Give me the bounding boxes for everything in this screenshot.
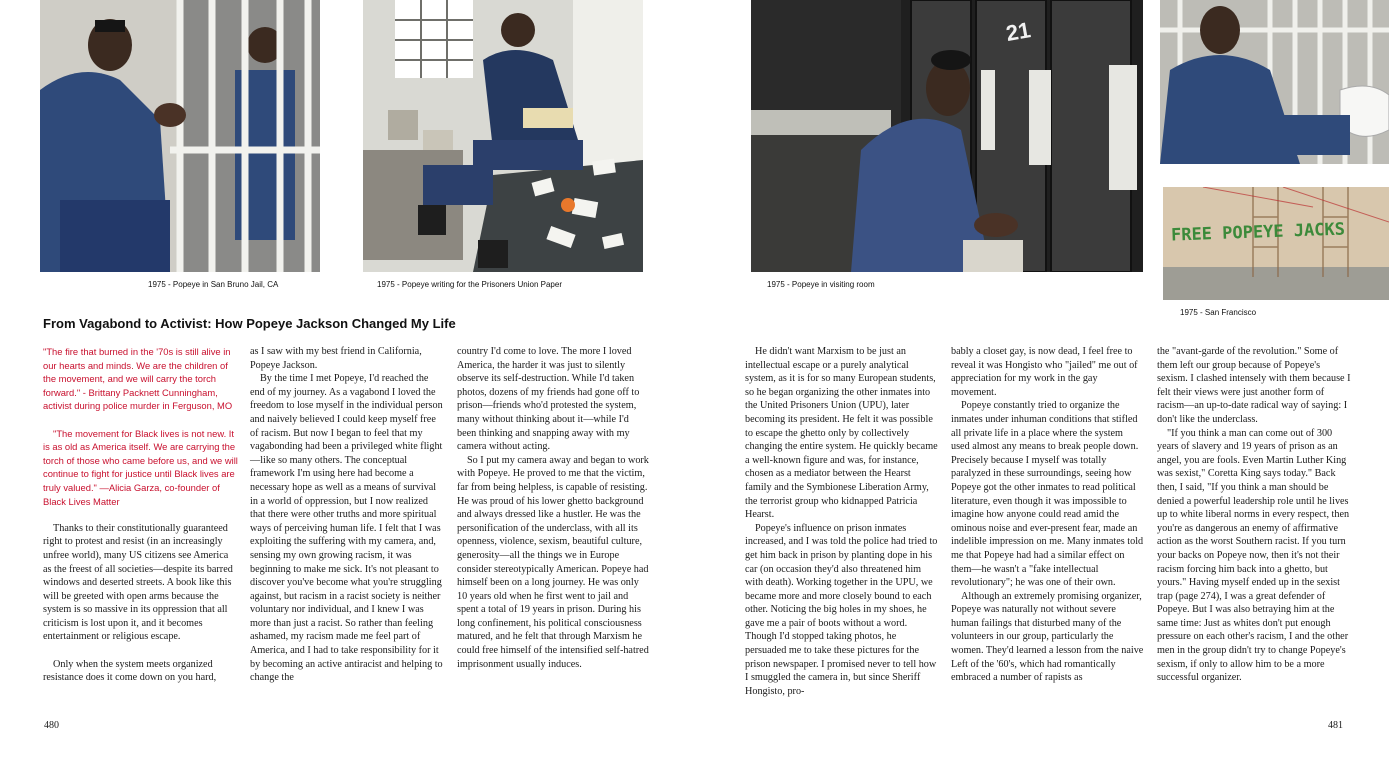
graffiti-text: FREE POPEYE JACKS [1170,219,1346,246]
paragraph: "If you think a man can come out of 300 years of slavery and 19 years of prison as an angel, you are fools. Even Martin Luther King was sexist," Coretta King says today." Back then, I said, "If you think a man should be denied a powerful leadership role until he lives up to white liberal norms in every respect, then you're as dangerous an enemy of affirmative action as the worst Southern racist. If you turn your backs on Popeye now, then it's not their racism forcing him back into a ghetto, but yours." Having myself ended up in the sexist trap (page 274), I was a great defender of Popeye. But I was also betraying him at the same time: Just as whites don't put enough pressure on each other's racism, I and the other men in the group didn't try to change Popeye's sexism, if only to allow him to be a more successful organizer. [1157,427,1350,684]
photo-san-bruno-jail [40,0,320,272]
paragraph: as I saw with my best friend in California, Popeye Jackson. [250,346,422,371]
photo-visiting-room-drawing [751,0,1143,272]
photo-graffiti-drawing [1163,187,1389,300]
column-5 [951,345,1144,685]
visiting-room-door-number: 21 [1004,17,1033,47]
paragraph: country I'd come to love. The more I loved America, the harder it was just to silently observe its self-destruction. While I'd taken photos, dozens of my friends had gone off to prison—friends who'd protested the system, many without thinking about it—while I'd been thinking and snapping away with my camera without acting. [457,346,640,453]
paragraph: Popeye constantly tried to organize the inmates under inhuman conditions that stifled all private life in a place where the system used almost any means to break people down. Precisely because I myself was totally paralyzed in these surroundings, seeing how Popeye got the other inmates to read political literature, even though it was impossible to imagine how anyone could read amid the ominous noise and ever-present fear, made an indelible impression on me. Many inmates told me that Popeye had had a similar effect on them—he wasn't a "fake intellectual revolutionary"; he was one of their own. [951,400,1144,589]
article-headline: From Vagabond to Activist: How Popeye Jackson Changed My Life [43,316,456,331]
photo-portrait-drawing [1160,0,1389,164]
page-number-right: 481 [1328,720,1343,731]
column-6 [1157,345,1352,685]
photo-prisoners-union-drawing [363,0,643,272]
paragraph: Although an extremely promising organizer, Popeye was naturally not without severe human failings that disturbed many of the volunteers in our group, particularly the women. They'd learned a lesson from the naive Left of the '60's, which had romantically embraced a number of rapists as [951,590,1144,684]
page-number-left: 480 [44,720,59,731]
column-3 [457,345,649,671]
paragraph: So I put my camera away and began to work with Popeye. He proved to me that the victim, far from being helpless, is capable of resisting. He was proud of his lower ghetto background and always dressed like a hustler. He was the personification of the underclass, with all its openness, violence, sexism, beautiful culture, generosity—all the things we in Europe consider stereotypically American. Popeye had himself been on a long journey. He was only 10 years old when he first went to jail and spent a total of 19 years in prison. During his long confinement, his political consciousness matured, and he felt that through Marxism he could free himself of the intensified self-hatred imprisonment usually induces. [457,454,649,670]
photo-visiting-room-caption: 1975 - Popeye in visiting room [767,280,875,289]
paragraph: By the time I met Popeye, I'd reached the end of my journey. As a vagabond I loved the freedom to lose myself in the individual person and naively believed I could keep myself free of racism. But now I began to feel that my vagabonding had been a privileged white flight—like so many others. The conceptual framework I'm using here had become a necessary hope as well as a means of survival in a world of oppression, but I now realized that there were other truths and more spiritual ways of perceiving human life. I felt that I was exploiting the suffering with my camera, and, sensing my own growing racism, it was beginning to make me sick. It's not pleasant to discover you've become what you're struggling against, but racism in a racist society is neither voluntary nor individual, and I knew I was more than just a racist. So rather than feeling ashamed, my racism made me feel part of America, and I had to take responsibility for it by becoming an active antiracist and helping to change the [250,373,443,684]
paragraph: Only when the system meets organized resistance does it come down on you hard, [43,658,217,684]
photo-prisoners-union-paper [363,0,643,272]
paragraph: He didn't want Marxism to be just an intellectual escape or a purely analytical system, as it is for so many European students, so he began organizing the other inmates into the United Prisoners Union (UPU), later becoming its president. He felt it was possible to escape the ghetto only by collectively changing the entire system. He quickly became a well-known figure and was, for instance, chosen as a mediator between the Hearst family and the Symbionese Liberation Army, the terrorist group who kidnapped Patricia Hearst. [745,346,938,521]
photo-san-bruno-jail-drawing [40,0,320,272]
column-1 [43,345,238,685]
photo-prisoners-union-caption: 1975 - Popeye writing for the Prisoners Union Paper [377,280,562,289]
column-4 [745,345,938,698]
photo-free-popeye-graffiti [1163,187,1389,300]
photo-visiting-room [751,0,1143,272]
photo-san-bruno-caption: 1975 - Popeye in San Bruno Jail, CA [148,280,279,289]
photo-san-francisco-caption: 1975 - San Francisco [1180,308,1257,317]
column-2 [250,345,445,685]
pull-quote-cunningham: "The fire that burned in the '70s is still alive in our hearts and minds. We are the children of the movement, and we will carry the torch forward." - Brittany Packnett Cunningham, activist during police murder in Ferguson, MO [43,346,233,412]
paragraph: Thanks to their constitutionally guaranteed right to protest and resist (in an increasingly unfree world), many US citizens see America as the freest of all societies—despite its barred windows and deserted streets. A book like this will be greeted with open arms because the system is so massive in its oppression that all criticism is lost upon it, and it becomes entertainment or religious escape. [43,522,233,643]
paragraph: bably a closet gay, is now dead, I feel free to reveal it was Hongisto who "jailed" me out of appreciation for my work in the gay movement. [951,346,1138,398]
paragraph: Popeye's influence on prison inmates increased, and I was told the police had tried to get him back in prison by planting dope in his car (on occasion they'd also threatened him with death). Working together in the UPU, we became more and more closely bound to each other. Noticing the big holes in my shoes, he gave me a pair of boots without a word. Though I'd stopped taking photos, he persuaded me to take these pictures for the prison newspaper. I promised never to tell how I smuggled the camera in, but since Sheriff Hongisto, pro- [745,522,938,697]
pull-quote-garza: "The movement for Black lives is not new. It is as old as America itself. We are carrying the torch of those who came before us, and we will continue to fight for justice until Black lives are truly valued." —Alicia Garza, co-founder of Black Lives Matter [43,427,238,507]
paragraph: the "avant-garde of the revolution." Some of them left our group because of Popeye's sexism. I clashed intensely with them because I felt their views were just another form of racism—an up-to-date radical way of saying: I don't like the underclass. [1157,346,1351,425]
photo-popeye-portrait [1160,0,1389,164]
